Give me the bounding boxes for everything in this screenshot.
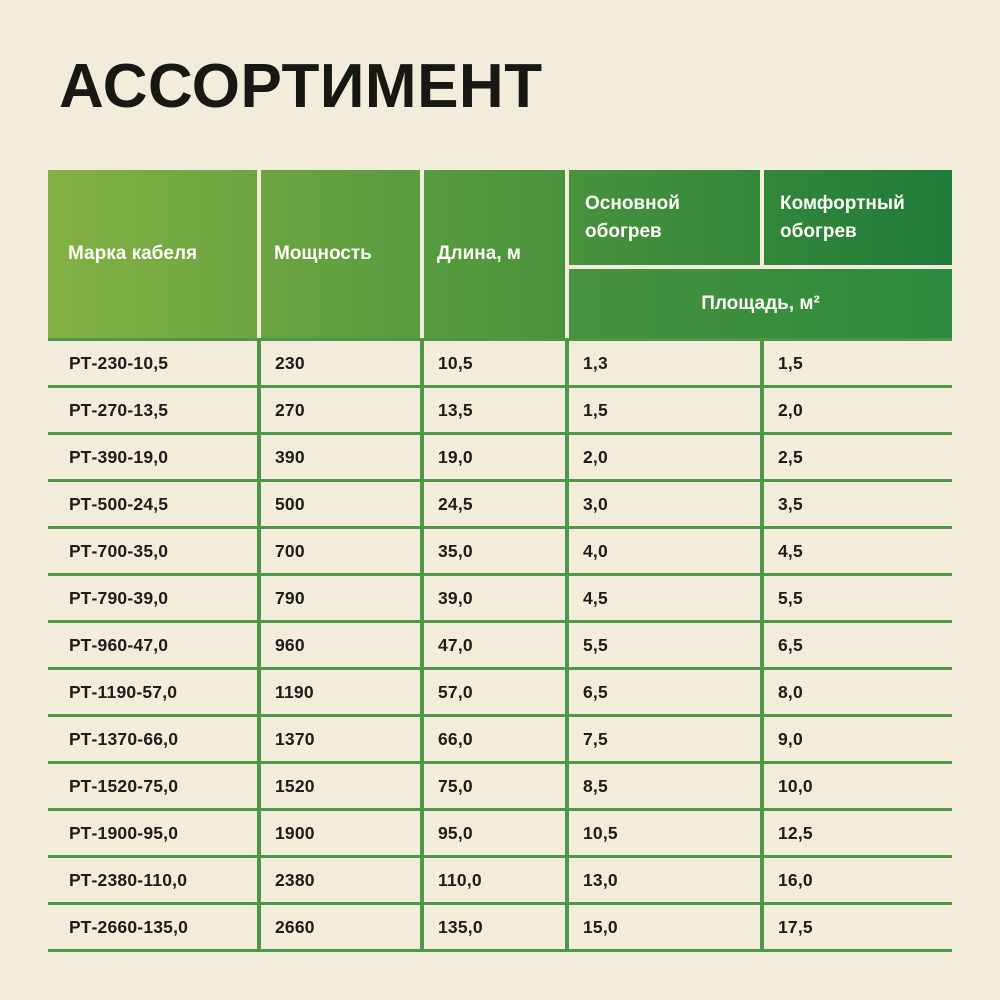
cell-area-main: 2,0: [569, 435, 760, 479]
cell-cable-brand: РТ-2660-135,0: [48, 905, 257, 949]
cell-cable-brand: РТ-790-39,0: [48, 576, 257, 620]
cell-area-comfort: 17,5: [764, 905, 952, 949]
cell-power: 230: [261, 341, 420, 385]
cell-cable-brand: РТ-700-35,0: [48, 529, 257, 573]
cell-area-main: 3,0: [569, 482, 760, 526]
cell-area-comfort: 5,5: [764, 576, 952, 620]
cell-length: 110,0: [424, 858, 565, 902]
cell-area-comfort: 10,0: [764, 764, 952, 808]
cell-area-comfort: 2,5: [764, 435, 952, 479]
cell-power: 1190: [261, 670, 420, 714]
cell-area-comfort: 9,0: [764, 717, 952, 761]
cell-length: 35,0: [424, 529, 565, 573]
header-length: Длина, м: [424, 170, 565, 338]
cell-area-main: 1,3: [569, 341, 760, 385]
cell-cable-brand: РТ-1900-95,0: [48, 811, 257, 855]
cell-power: 1370: [261, 717, 420, 761]
table-row: [48, 764, 952, 811]
cell-cable-brand: РТ-230-10,5: [48, 341, 257, 385]
table-row: [48, 435, 952, 482]
cell-cable-brand: РТ-2380-110,0: [48, 858, 257, 902]
cell-length: 10,5: [424, 341, 565, 385]
cell-area-main: 4,0: [569, 529, 760, 573]
table-row: [48, 905, 952, 952]
table-row: [48, 623, 952, 670]
table-row: [48, 482, 952, 529]
cell-area-main: 5,5: [569, 623, 760, 667]
cell-power: 960: [261, 623, 420, 667]
cell-power: 790: [261, 576, 420, 620]
table-header: [48, 170, 952, 338]
cell-area-main: 1,5: [569, 388, 760, 432]
cell-power: 390: [261, 435, 420, 479]
cell-area-comfort: 3,5: [764, 482, 952, 526]
cell-length: 13,5: [424, 388, 565, 432]
table-row: [48, 717, 952, 764]
cell-length: 57,0: [424, 670, 565, 714]
header-comfort-heating: Комфортный обогрев: [764, 170, 952, 265]
cell-power: 270: [261, 388, 420, 432]
cell-area-comfort: 12,5: [764, 811, 952, 855]
cell-power: 700: [261, 529, 420, 573]
cell-cable-brand: РТ-1520-75,0: [48, 764, 257, 808]
cell-length: 135,0: [424, 905, 565, 949]
cell-area-main: 15,0: [569, 905, 760, 949]
cell-area-main: 4,5: [569, 576, 760, 620]
cell-power: 2660: [261, 905, 420, 949]
header-power: Мощность: [261, 170, 420, 338]
table-row: [48, 341, 952, 388]
header-cable-brand: Марка кабеля: [48, 170, 257, 338]
cell-area-main: 10,5: [569, 811, 760, 855]
cell-length: 24,5: [424, 482, 565, 526]
cell-length: 19,0: [424, 435, 565, 479]
cell-area-comfort: 16,0: [764, 858, 952, 902]
table-row: [48, 858, 952, 905]
table-row: [48, 670, 952, 717]
cell-cable-brand: РТ-960-47,0: [48, 623, 257, 667]
cell-area-main: 7,5: [569, 717, 760, 761]
header-main-heating: Основной обогрев: [569, 170, 760, 265]
cell-length: 95,0: [424, 811, 565, 855]
cell-area-main: 6,5: [569, 670, 760, 714]
cell-area-comfort: 8,0: [764, 670, 952, 714]
cell-power: 500: [261, 482, 420, 526]
cell-power: 2380: [261, 858, 420, 902]
header-area-band: Площадь, м²: [569, 269, 952, 338]
table-row: [48, 388, 952, 435]
cell-cable-brand: РТ-270-13,5: [48, 388, 257, 432]
cell-length: 47,0: [424, 623, 565, 667]
cell-area-comfort: 6,5: [764, 623, 952, 667]
cell-area-comfort: 1,5: [764, 341, 952, 385]
cell-cable-brand: РТ-1370-66,0: [48, 717, 257, 761]
cell-area-comfort: 4,5: [764, 529, 952, 573]
table-row: [48, 576, 952, 623]
cell-power: 1900: [261, 811, 420, 855]
cell-length: 39,0: [424, 576, 565, 620]
table-row: [48, 529, 952, 576]
cell-area-comfort: 2,0: [764, 388, 952, 432]
cell-cable-brand: РТ-390-19,0: [48, 435, 257, 479]
table-body: [48, 338, 952, 952]
cell-power: 1520: [261, 764, 420, 808]
cell-cable-brand: РТ-1190-57,0: [48, 670, 257, 714]
cell-cable-brand: РТ-500-24,5: [48, 482, 257, 526]
cell-length: 66,0: [424, 717, 565, 761]
assortment-table: [48, 170, 952, 952]
cell-area-main: 13,0: [569, 858, 760, 902]
page-title: АССОРТИМЕНТ: [59, 52, 543, 121]
cell-area-main: 8,5: [569, 764, 760, 808]
table-row: [48, 811, 952, 858]
cell-length: 75,0: [424, 764, 565, 808]
